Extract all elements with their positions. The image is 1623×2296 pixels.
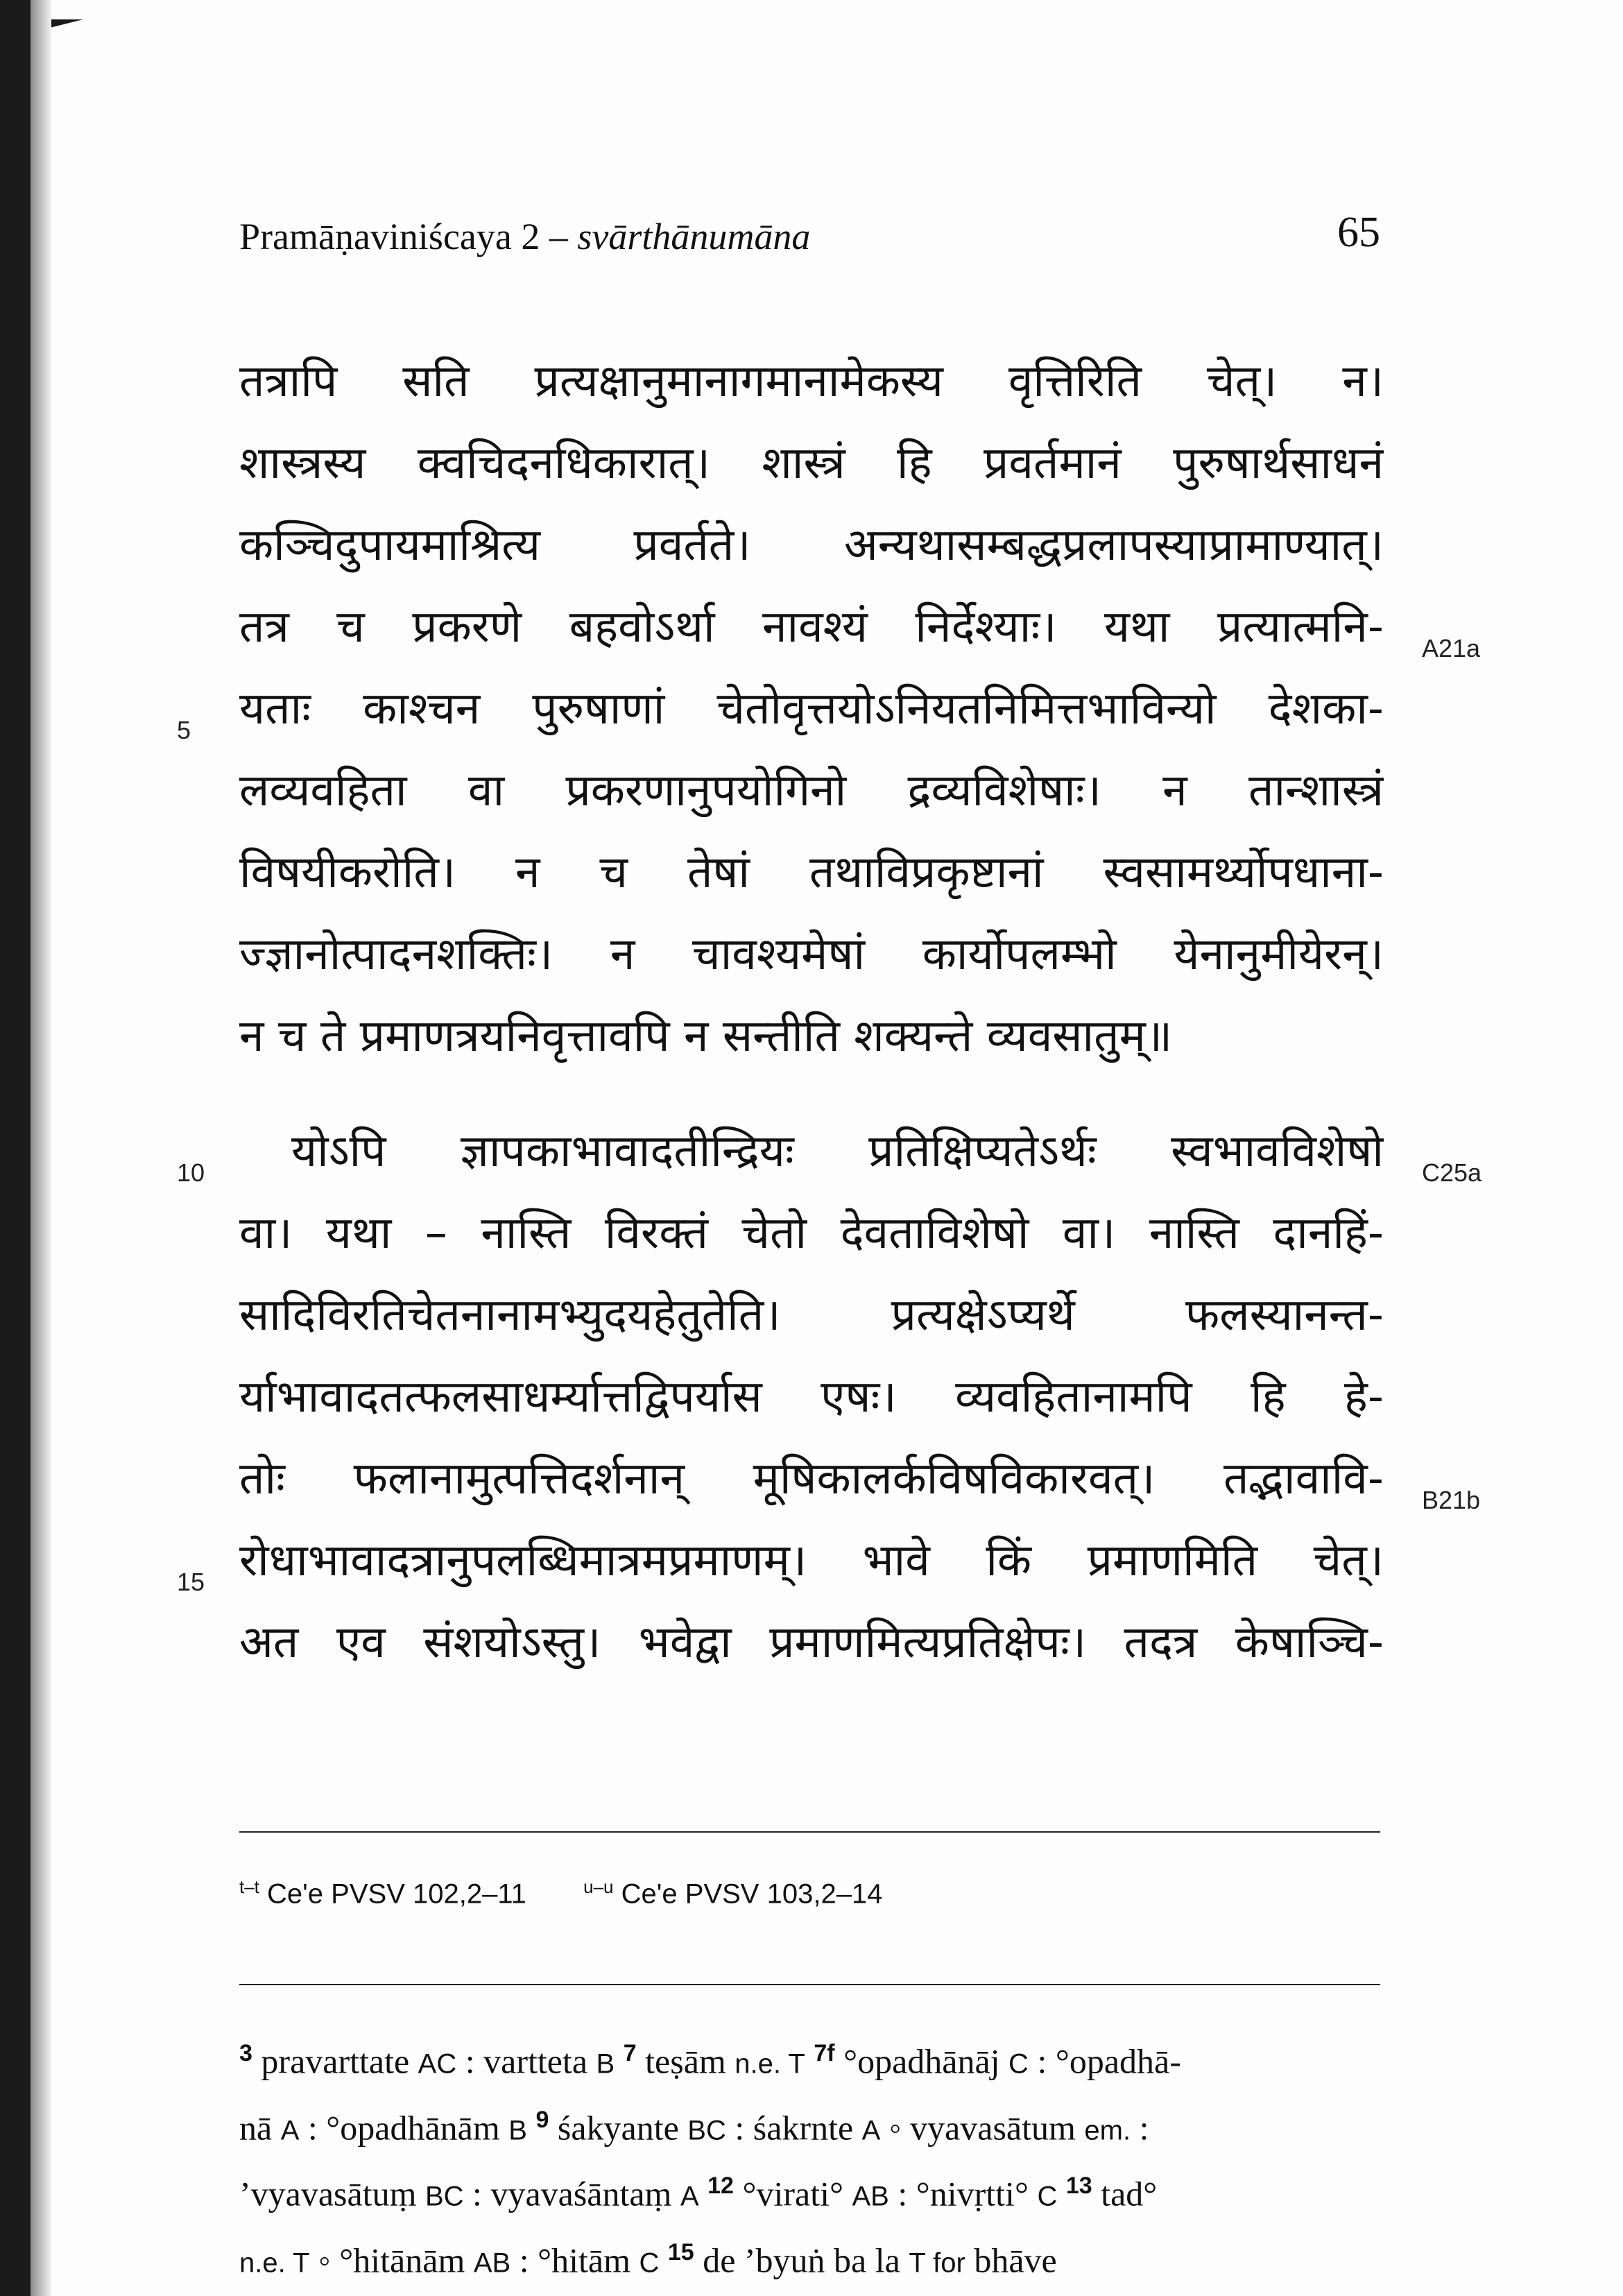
note-line: nā A : °opadhānām B $^9$ śakyante BC : śakrnte A ◦ vyavasātum em. : xyxy=(239,2106,1149,2148)
text-line: ज्ज्ञानोत्पादनशक्तिः। न चावश्यमेषां कार्योपलम्भो येनानुमीयेरन्। xyxy=(239,929,1384,980)
note-line: $^3$ pravarttate AC : vartteta B $^7$ teṣām n.e. T $^{7f}$ °opadhānāj C : °opadhā- xyxy=(239,2040,1181,2081)
text-line: यताः काश्चन पुरुषाणां चेतोवृत्तयोऽनियतनिमित्तभाविन्यो देशका- xyxy=(239,683,1384,735)
text-line: र्याभावादतत्फलसाधर्म्यात्तद्विपर्यास एषः। व्यवहितानामपि हि हे- xyxy=(239,1371,1384,1423)
note-line: n.e. T ◦ °hitānām AB : °hitām C $^{15}$ de ’byuṅ ba la T for bhāve xyxy=(239,2238,1057,2280)
margin-ref: A21a xyxy=(1422,634,1481,662)
text-line: विषयीकरोति। न च तेषां तथाविप्रकृष्टानां स्वसामर्थ्योपधाना- xyxy=(239,847,1384,898)
text-line: शास्त्रस्य क्वचिदनधिकारात्। शास्त्रं हि प्रवर्तमानं पुरुषार्थसाधनं xyxy=(239,438,1384,489)
text-line: न च ते प्रमाणत्रयनिवृत्तावपि न सन्तीति शक्यन्ते व्यवसातुम्॥ xyxy=(239,1011,1173,1062)
running-header xyxy=(239,208,1380,264)
text-line: तत्र च प्रकरणे बहवोऽर्था नावश्यं निर्देश्याः। यथा प्रत्यात्मनि- xyxy=(239,601,1384,653)
text-line: रोधाभावादत्रानुपलब्धिमात्रमप्रमाणम्। भावे किं प्रमाणमिति चेत्। xyxy=(239,1535,1384,1586)
text-line: अत एव संशयोऽस्तु। भवेद्वा प्रमाणमित्यप्रतिक्षेपः। तदत्र केषाञ्चि- xyxy=(239,1617,1384,1668)
book-spine-shadow xyxy=(0,0,31,2296)
line-number: 5 xyxy=(177,716,191,744)
book-spine-gradient xyxy=(31,0,51,2296)
page-number: 65 xyxy=(1337,209,1380,256)
text-line: लव्यवहिता वा प्रकरणानुपयोगिनो द्रव्यविशेषाः। न तान्शास्त्रं xyxy=(239,765,1384,816)
text-line: कञ्चिदुपायमाश्रित्य प्रवर्तते। अन्यथासम्बद्धप्रलापस्याप्रामाण्यात्। xyxy=(239,520,1384,571)
text-line: योऽपि ज्ञापकाभावादतीन्द्रियः प्रतिक्षिप्यतेऽर्थः स्वभावविशेषो xyxy=(291,1126,1384,1177)
notes-rule xyxy=(239,1984,1380,1985)
text-line: तत्रापि सति प्रत्यक्षानुमानागमानामेकस्य वृत्तिरिति चेत्। न। xyxy=(239,356,1384,407)
testimonia-apparatus: $^{t-t}$ Ce'e PVSV 102,2–11 $^{u-u}$ Ce'e PVSV 103,2–14 xyxy=(239,1876,883,1910)
margin-ref: C25a xyxy=(1422,1158,1482,1187)
apparatus-rule xyxy=(239,1831,1380,1833)
line-number: 15 xyxy=(177,1568,205,1596)
note-line: ’vyavasātuṃ BC : vyavaśāntaṃ A $^{12}$ °virati° AB : °nivṛtti° C $^{13}$ tad° xyxy=(239,2173,1158,2213)
text-line: वा। यथा – नास्ति विरक्तं चेतो देवताविशेषो वा। नास्ति दानहिं- xyxy=(239,1208,1384,1259)
running-title: Pramāṇaviniścaya 2 – svārthānumāna xyxy=(239,216,811,257)
text-line: तोः फलानामुत्पत्तिदर्शनान् मूषिकालर्कविषविकारवत्। तद्भावावि- xyxy=(239,1453,1384,1505)
margin-ref: B21b xyxy=(1422,1486,1481,1514)
line-number: 10 xyxy=(177,1158,205,1187)
text-line: सादिविरतिचेतनानामभ्युदयहेतुतेति। प्रत्यक्षेऽप्यर्थे फलस्यानन्त- xyxy=(239,1290,1384,1341)
critical-apparatus xyxy=(239,2025,1384,2291)
